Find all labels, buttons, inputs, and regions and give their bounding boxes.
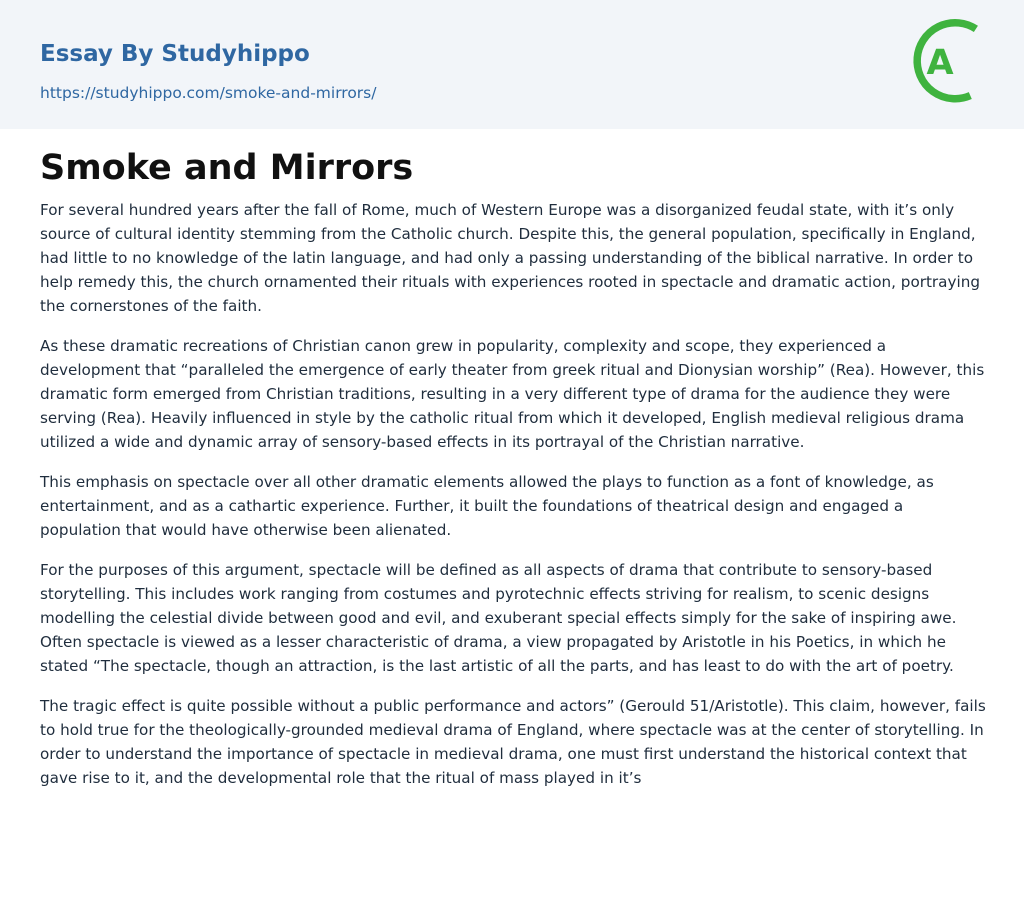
article-paragraph: For the purposes of this argument, spectacle will be defined as all aspects of drama that contribute to sensory-based storytelling. This includes work ranging from costumes and pyrotechnic effects striving for realism, to scenic designs modelling the celestial divide between good and evil, and exuberant special effects simply for the sake of inspiring awe. Often spectacle is viewed as a lesser characteristic of drama, a view propagated by Aristotle in his Poetics, in which he stated “The spectacle, though an attraction, is the last artistic of all the parts, and has least to do with the art of poetry. [40,561,957,675]
article-paragraph: For several hundred years after the fall of Rome, much of Western Europe was a disorganized feudal state, with it’s only source of cultural identity stemming from the Catholic church. Despite this, the general population, specifically in England, had little to no knowledge of the latin language, and had only a passing understanding of the biblical narrative. In order to help remedy this, the church ornamented their rituals with experiences rooted in spectacle and dramatic action, portraying the cornerstones of the faith. [40,201,980,315]
article-paragraph: The tragic effect is quite possible without a public performance and actors” (Gerould 51/Aristotle). This claim, however, fails to hold true for the theologically-grounded medieval drama of England, where spectacle was at the center of storytelling. In order to understand the importance of spectacle in medieval drama, one must first understand the historical context that gave rise to it, and the developmental role that the ritual of mass played in it’s [40,697,986,787]
logo-letter: A [926,43,954,83]
site-header [0,0,1024,129]
article-paragraph: This emphasis on spectacle over all other dramatic elements allowed the plays to function as a font of knowledge, as entertainment, and as a cathartic experience. Further, it built the foundations of theatrical design and engaged a population that would have otherwise been alienated. [40,473,934,539]
site-brand: Essay By Studyhippo [40,41,310,67]
essay-url-link[interactable]: https://studyhippo.com/smoke-and-mirrors/ [40,84,377,102]
article-title: Smoke and Mirrors [40,148,414,188]
article [40,146,986,806]
article-paragraph: As these dramatic recreations of Christian canon grew in popularity, complexity and scope, they experienced a development that “paralleled the emergence of early theater from greek ritual and Dionysian worship” (Rea). However, this dramatic form emerged from Christian traditions, resulting in a very different type of drama for the audience they were serving (Rea). Heavily influenced in style by the catholic ritual from which it developed, English medieval religious drama utilized a wide and dynamic array of sensory-based effects in its portrayal of the Christian narrative. [40,337,985,451]
studyhippo-logo-icon [909,18,989,106]
